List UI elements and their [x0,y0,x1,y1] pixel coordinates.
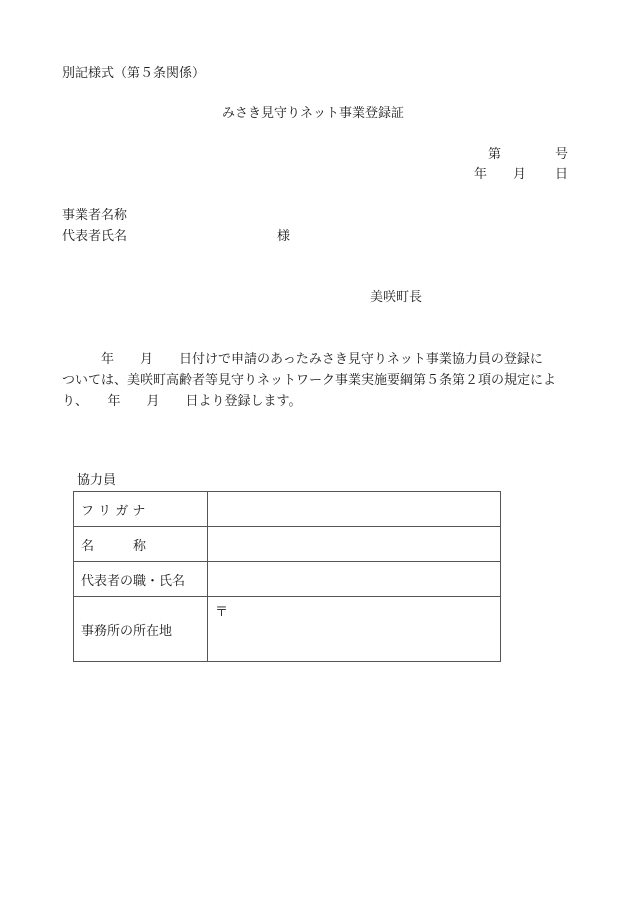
representative-label: 代表者氏名 [62,229,128,244]
table-row [74,492,501,527]
cooperator-table [73,491,501,662]
number-suffix: 号 [555,147,569,162]
table-caption: 協力員 [77,473,117,488]
issuer: 美咲町長 [370,290,423,305]
office-address-value: 〒 [208,597,501,662]
representative-title-label: 代表者の職・氏名 [74,562,208,597]
number-prefix: 第 [488,147,502,162]
date-month: 月 [513,167,527,182]
name-value [208,527,501,562]
date-day: 日 [555,167,569,182]
furigana-label: フ リ ガ ナ [74,492,208,527]
furigana-value [208,492,501,527]
body-line-3: り、 年 月 日より登録します。 [62,394,302,409]
name-label: 名 称 [74,527,208,562]
body-line-2: ついては、美咲町高齢者等見守りネットワーク事業実施要綱第５条第２項の規定によ [62,373,557,388]
form-reference: 別記様式（第５条関係） [62,66,206,81]
body-paragraph [62,349,578,412]
table-row [74,562,501,597]
honorific: 様 [277,229,291,244]
table-row [74,597,501,662]
body-line-1: 年 月 日付けで申請のあったみさき見守りネット事業協力員の登録に [62,352,543,367]
representative-title-value [208,562,501,597]
document-title: みさき見守りネット事業登録証 [222,106,405,121]
office-address-label: 事務所の所在地 [74,597,208,662]
date-year: 年 [474,167,488,182]
table-row [74,527,501,562]
business-name-label: 事業者名称 [62,208,128,223]
